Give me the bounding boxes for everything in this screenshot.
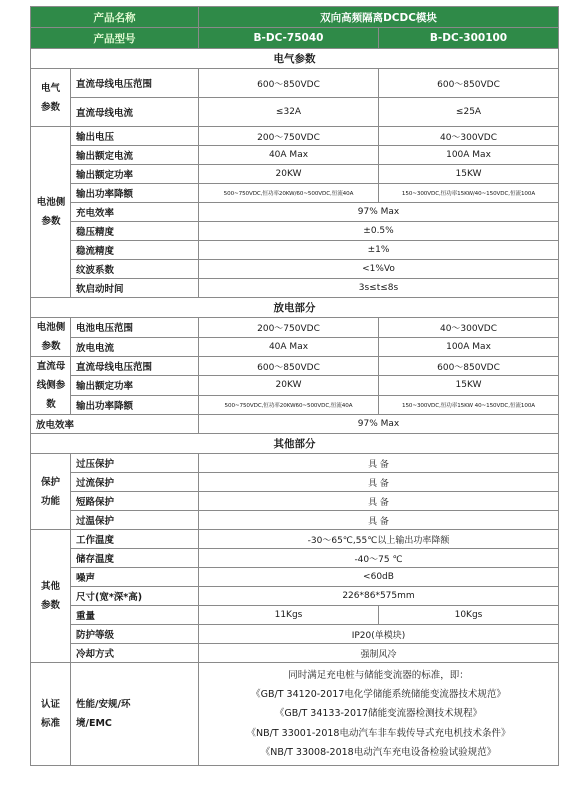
table-row [31, 146, 559, 165]
group-electrical: 电气参数 [31, 69, 71, 127]
group-battery-side: 电池侧参数 [31, 127, 71, 298]
row-label: 放电电流 [71, 337, 199, 357]
section-title: 其他部分 [31, 434, 559, 454]
row-value-2: 15KW [379, 376, 559, 395]
row-label: 工作温度 [71, 530, 199, 549]
row-label: 过温保护 [71, 511, 199, 530]
row-value-1: 200～750VDC [199, 127, 379, 146]
row-label: 电池电压范围 [71, 318, 199, 338]
cert-standards [199, 663, 559, 766]
table-row [31, 376, 559, 395]
table-row [31, 318, 559, 338]
row-label: 重量 [71, 606, 199, 625]
row-value-1: 40A Max [199, 146, 379, 165]
row-label: 输出额定功率 [71, 165, 199, 184]
header-name-row [31, 7, 559, 28]
table-row [31, 530, 559, 549]
table-row [31, 165, 559, 184]
row-value: ±1% [199, 241, 559, 260]
product-name-value: 双向高频隔离DCDC模块 [199, 7, 559, 28]
row-value: 3s≤t≤8s [199, 279, 559, 298]
row-value: 具 备 [199, 511, 559, 530]
table-row [31, 415, 559, 434]
table-row [31, 395, 559, 414]
row-value-1: 11Kgs [199, 606, 379, 625]
row-value: -40～75 ℃ [199, 549, 559, 568]
table-row [31, 473, 559, 492]
row-value: 具 备 [199, 454, 559, 473]
spec-table [30, 6, 559, 766]
cert-line: 《NB/T 33008-2018电动汽车充电设备检验试验规范》 [260, 746, 497, 758]
cert-line: 《GB/T 34120-2017电化学储能系统储能变流器技术规范》 [251, 689, 506, 701]
group-other-params: 其他参数 [31, 530, 71, 663]
row-value: 具 备 [199, 473, 559, 492]
row-value: 226*86*575mm [199, 587, 559, 606]
row-value-2: 10Kgs [379, 606, 559, 625]
table-row [31, 184, 559, 203]
group-protection: 保护功能 [31, 454, 71, 530]
group-dc-bus-side: 直流母线侧参数 [31, 357, 71, 415]
row-label: 输出额定电流 [71, 146, 199, 165]
row-label: 软启动时间 [71, 279, 199, 298]
row-value-1: 20KW [199, 376, 379, 395]
table-row [31, 454, 559, 473]
table-row [31, 279, 559, 298]
table-row [31, 203, 559, 222]
row-value: 具 备 [199, 492, 559, 511]
row-value: 强制风冷 [199, 644, 559, 663]
product-model-label: 产品型号 [31, 28, 199, 49]
row-value-1: 200～750VDC [199, 318, 379, 338]
row-label: 直流母线电流 [71, 98, 199, 127]
row-value-2: 100A Max [379, 146, 559, 165]
group-certification: 认证标准 [31, 663, 71, 766]
row-label: 直流母线电压范围 [71, 357, 199, 376]
row-value-1: 600～850VDC [199, 69, 379, 98]
table-row [31, 587, 559, 606]
section-electrical [31, 49, 559, 69]
cert-label: 性能/安规/环境/EMC [71, 663, 199, 766]
row-label: 稳流精度 [71, 241, 199, 260]
table-row [31, 644, 559, 663]
model-1: B-DC-75040 [199, 28, 379, 49]
row-label: 噪声 [71, 568, 199, 587]
row-value: 97% Max [199, 203, 559, 222]
row-value: ±0.5% [199, 222, 559, 241]
row-value-2: 150~300VDC,恒功率15KW/40~150VDC,恒流100A [379, 184, 559, 203]
section-other [31, 434, 559, 454]
table-row [31, 127, 559, 146]
table-row [31, 69, 559, 98]
table-row [31, 625, 559, 644]
row-value-2: 600～850VDC [379, 69, 559, 98]
table-row [31, 549, 559, 568]
row-value-1: 40A Max [199, 337, 379, 357]
table-row [31, 357, 559, 376]
row-value-1: 500~750VDC,恒功率20KW60~500VDC,恒流40A [199, 395, 379, 414]
table-row [31, 492, 559, 511]
cert-line: 《NB/T 33001-2018电动汽车非车载传导式充电机技术条件》 [246, 727, 511, 739]
row-value-1: 600～850VDC [199, 357, 379, 376]
row-label: 直流母线电压范围 [71, 69, 199, 98]
cert-line: 《GB/T 34133-2017储能变流器检测技术规程》 [274, 708, 483, 720]
row-label: 纹波系数 [71, 260, 199, 279]
table-row [31, 222, 559, 241]
table-row [31, 260, 559, 279]
row-value-2: 100A Max [379, 337, 559, 357]
table-row [31, 511, 559, 530]
row-label: 过流保护 [71, 473, 199, 492]
row-label: 充电效率 [71, 203, 199, 222]
table-row [31, 663, 559, 766]
row-value-2: 15KW [379, 165, 559, 184]
row-value: IP20(单模块) [199, 625, 559, 644]
table-row [31, 337, 559, 357]
spec-sheet [30, 6, 558, 766]
row-value-2: 40～300VDC [379, 318, 559, 338]
row-value: <1%Vo [199, 260, 559, 279]
product-name-label: 产品名称 [31, 7, 199, 28]
table-row [31, 568, 559, 587]
row-label: 输出电压 [71, 127, 199, 146]
row-value-1: ≤32A [199, 98, 379, 127]
table-row [31, 606, 559, 625]
row-label: 输出额定功率 [71, 376, 199, 395]
row-value-2: 150~300VDC,恒功率15KW 40~150VDC,恒流100A [379, 395, 559, 414]
row-value-2: 600～850VDC [379, 357, 559, 376]
row-value-1: 500~750VDC,恒功率20KW/60~500VDC,恒流40A [199, 184, 379, 203]
row-value: <60dB [199, 568, 559, 587]
row-label: 稳压精度 [71, 222, 199, 241]
row-label: 放电效率 [31, 415, 199, 434]
table-row [31, 98, 559, 127]
table-row [31, 241, 559, 260]
group-discharge-battery-side: 电池侧参数 [31, 318, 71, 357]
row-value-2: ≤25A [379, 98, 559, 127]
row-value-1: 20KW [199, 165, 379, 184]
row-label: 过压保护 [71, 454, 199, 473]
row-value: -30～65℃,55℃以上输出功率降额 [199, 530, 559, 549]
row-label: 尺寸(宽*深*高) [71, 587, 199, 606]
header-model-row [31, 28, 559, 49]
section-discharge [31, 298, 559, 318]
model-2: B-DC-300100 [379, 28, 559, 49]
cert-line: 同时满足充电桩与储能变流器的标准，即： [288, 669, 469, 681]
row-label: 输出功率降额 [71, 184, 199, 203]
row-label: 储存温度 [71, 549, 199, 568]
section-title: 电气参数 [31, 49, 559, 69]
row-label: 输出功率降额 [71, 395, 199, 414]
row-value: 97% Max [199, 415, 559, 434]
row-label: 冷却方式 [71, 644, 199, 663]
row-value-2: 40～300VDC [379, 127, 559, 146]
section-title: 放电部分 [31, 298, 559, 318]
row-label: 防护等级 [71, 625, 199, 644]
row-label: 短路保护 [71, 492, 199, 511]
